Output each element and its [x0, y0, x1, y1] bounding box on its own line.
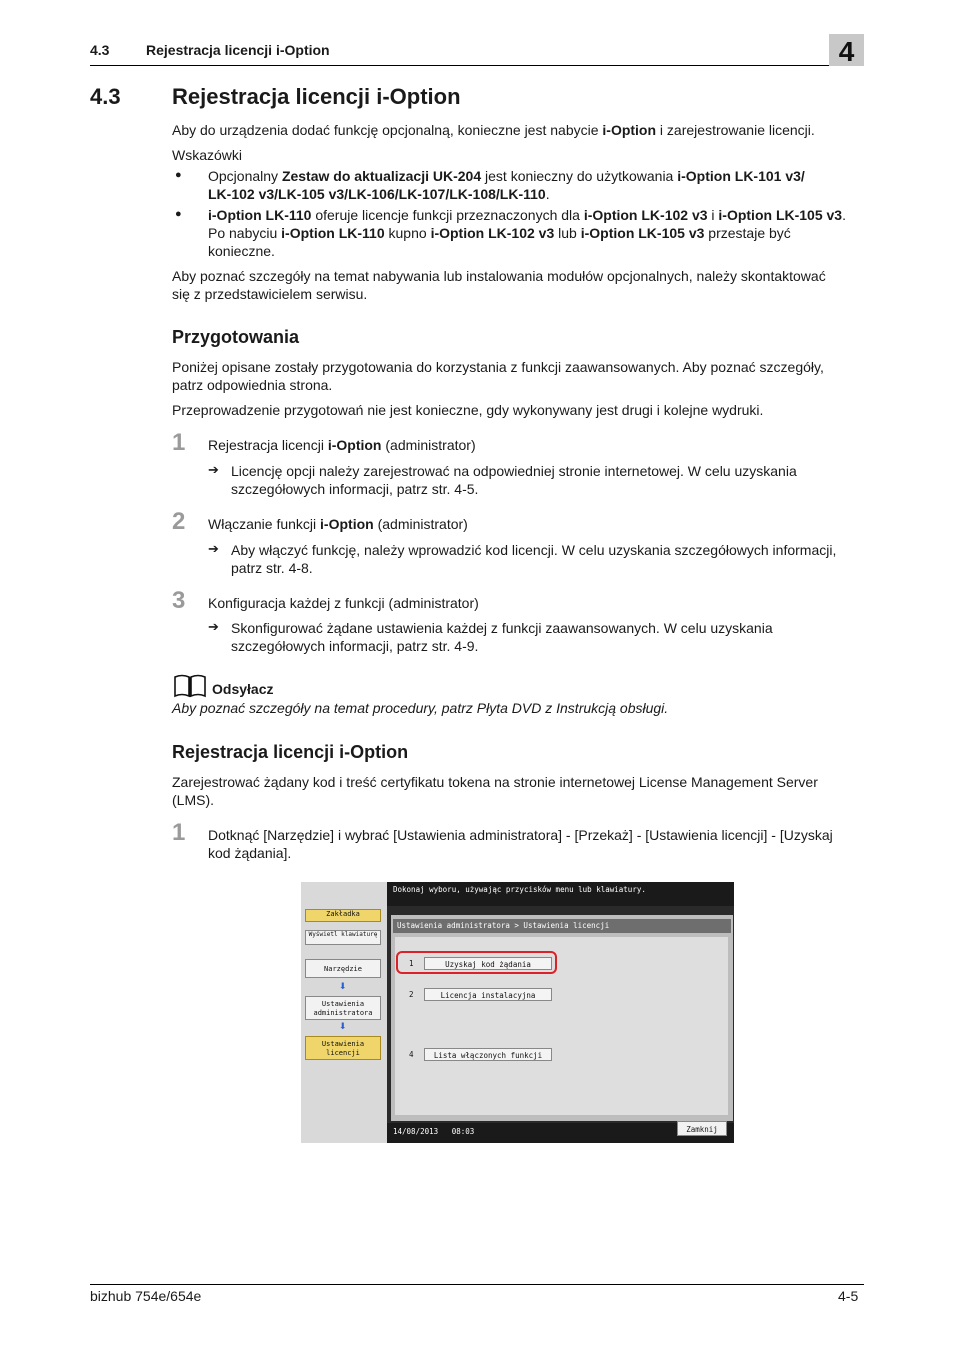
enabled-functions-list-button: Lista włączonych funkcji: [424, 1048, 552, 1061]
prep-step-3-note: Skonfigurować żądane ustawienia każdej z funkcji zaawansowanych. W celu uzyskania szczegółowych informacji, patrz str. 4-9.: [231, 620, 773, 654]
bullet-icon: ●: [175, 208, 182, 220]
arrow-right-icon: ➔: [208, 619, 219, 634]
register-paragraph: Zarejestrować żądany kod i treść certyfikatu tokena na stronie internetowej License Management Server (LMS).: [172, 774, 818, 808]
prep-step-1-note: Licencję opcji należy zarejestrować na odpowiedniej stronie internetowej. W celu uzyskania szczegółowych informacji, patrz str. 4-5.: [231, 463, 797, 497]
prep-paragraph-2: Przeprowadzenie przygotowań nie jest konieczne, gdy wykonywany jest drugi i kolejne wydruki.: [172, 402, 764, 418]
keyboard-button: Wyświetl klawiaturę: [305, 930, 381, 945]
intro-paragraph: Aby do urządzenia dodać funkcję opcjonalną, konieczne jest nabycie i-Option i zarejestrowanie licencji.: [172, 122, 815, 138]
admin-settings-button: Ustawienia administratora: [305, 996, 381, 1020]
tip-bullet-2: i-Option LK-110 oferuje licencje funkcji przeznaczonych dla i-Option LK-102 v3 i i-Option LK-105 v3. Po nabyciu i-Option LK-110 kupno i-Option LK-102 v3 lub i-Option LK-105 v3 przestaje być konieczne.: [208, 207, 846, 259]
reference-label: Odsyłacz: [212, 681, 274, 697]
header-section-title: Rejestracja licencji i-Option: [146, 42, 330, 58]
book-icon: [173, 673, 207, 699]
prep-step-2: Włączanie funkcji i-Option (administrator): [208, 516, 468, 532]
menu-item-number: 4: [409, 1050, 414, 1059]
screen-main-panel: [391, 915, 733, 1121]
footer-page-number: 4-5: [838, 1288, 859, 1304]
narzedzie-button: Narzędzie: [305, 959, 381, 978]
tip-bullet-1: Opcjonalny Zestaw do aktualizacji UK-204 jest konieczny do użytkowania i-Option LK-101 v3/ LK-102 v3/LK-105 v3/LK-106/LK-107/LK-108/LK-110.: [208, 168, 805, 202]
arrow-down-icon: ⬇: [339, 981, 347, 991]
reference-text: Aby poznać szczegóły na temat procedury, patrz Płyta DVD z Instrukcją obsługi.: [172, 700, 669, 716]
menu-item-number: 2: [409, 990, 414, 999]
chapter-number-box: 4: [829, 34, 864, 66]
step-number: 1: [172, 819, 186, 846]
section-title: Rejestracja licencji i-Option: [172, 84, 461, 109]
screen-left-panel: [301, 882, 387, 1143]
footer-rule: [90, 1284, 864, 1285]
screen-datetime: 14/08/2013 08:03: [393, 1127, 475, 1136]
register-heading: Rejestracja licencji i-Option: [172, 742, 409, 762]
prep-heading: Przygotowania: [172, 327, 300, 347]
device-screen-image: [301, 882, 734, 1143]
arrow-right-icon: ➔: [208, 541, 219, 556]
prep-step-1: Rejestracja licencji i-Option (administrator): [208, 437, 476, 453]
header-rule: [90, 65, 864, 66]
bullet-icon: ●: [175, 169, 182, 181]
install-license-button: Licencja instalacyjna: [424, 988, 552, 1001]
tips-label: Wskazówki: [172, 147, 243, 163]
step-number: 2: [172, 508, 186, 535]
prep-step-2-note: Aby włączyć funkcję, należy wprowadzić kod licencji. W celu uzyskania szczegółowych informacji, patrz str. 4-8.: [231, 542, 837, 576]
get-request-code-button: Uzyskaj kod żądania: [424, 957, 552, 970]
arrow-down-icon: ⬇: [339, 1021, 347, 1031]
menu-item-number: 1: [409, 959, 414, 968]
section-number: 4.3: [90, 84, 121, 109]
license-settings-button: Ustawienia licencji: [305, 1036, 381, 1060]
register-step-1: Dotknąć [Narzędzie] i wybrać [Ustawienia administratora] - [Przekaż] - [Ustawienia licencji] - [Uzyskaj kod żądania].: [208, 827, 833, 861]
screen-banner: Dokonaj wyboru, używając przycisków menu lub klawiatury.: [387, 882, 734, 906]
arrow-right-icon: ➔: [208, 462, 219, 477]
step-number: 1: [172, 429, 186, 456]
prep-step-3: Konfiguracja każdej z funkcji (administrator): [208, 595, 479, 611]
screen-breadcrumb: Ustawienia administratora > Ustawienia licencji: [393, 919, 731, 933]
header-section-number: 4.3: [90, 42, 110, 58]
close-button: Zamknij: [677, 1121, 727, 1136]
prep-paragraph-1: Poniżej opisane zostały przygotowania do korzystania z funkcji zaawansowanych. Aby poznać szczegóły, patrz odpowiednia strona.: [172, 359, 824, 393]
footer-product: bizhub 754e/654e: [90, 1288, 202, 1304]
zakladka-button: Zakładka: [305, 909, 381, 922]
step-number: 3: [172, 587, 186, 614]
intro-contact-paragraph: Aby poznać szczegóły na temat nabywania lub instalowania modułów opcjonalnych, należy skontaktować się z przedstawicielem serwisu.: [172, 268, 826, 302]
